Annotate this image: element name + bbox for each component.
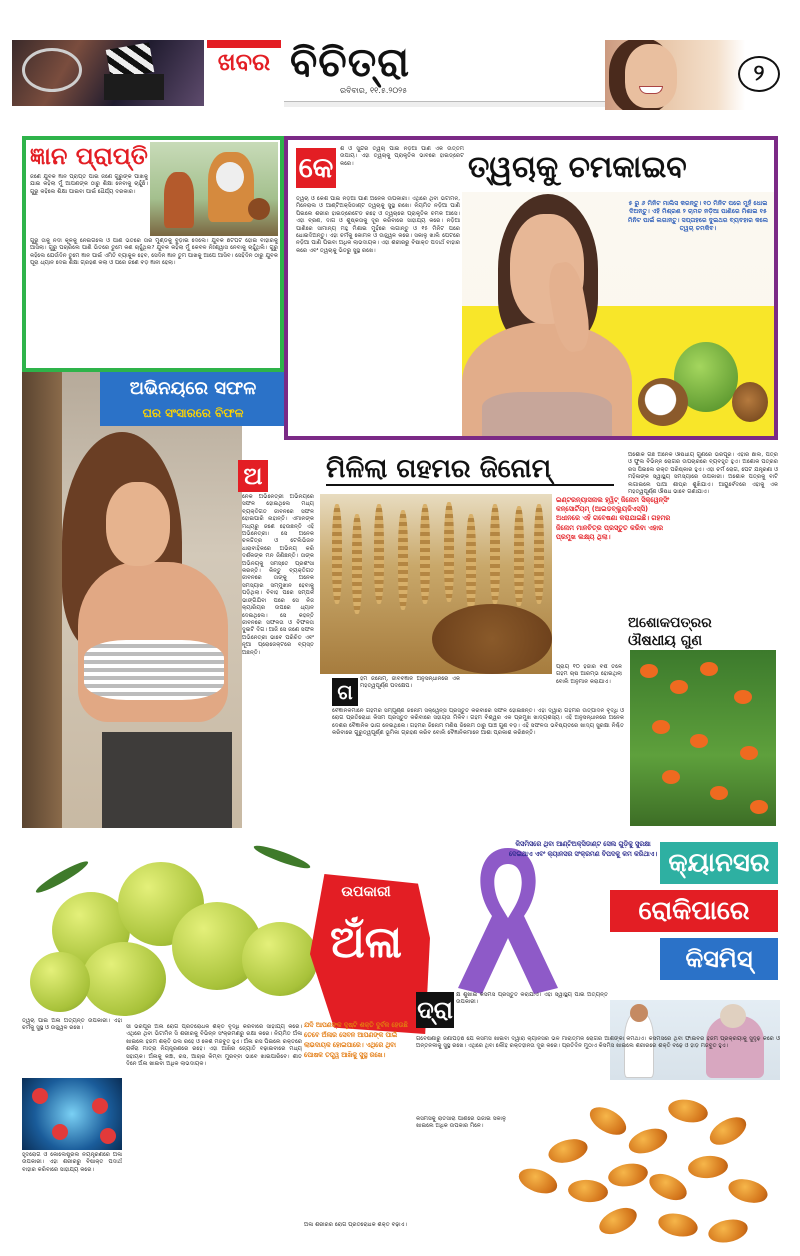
twacha-dropcap: କେ bbox=[296, 148, 336, 188]
twacha-tip-blurb: ୫ ରୁ ୬ ମିନିଟ ମାଲିସ କରନ୍ତୁ। ୧୦ ମିନିଟ ପରେ ମୁହଁ ଧୋଇ ଦିଅନ୍ତୁ। ଏହି ମିଶ୍ରଣ ୨ ଚାମଚ ନଡ଼ିଆ ପାଣିରେ ମିଶାଇ ୧୫ ମିନିଟ ପାଇଁ ଲଗାନ୍ତୁ। ସପ୍ତାହରେ ଦୁଇଥର ବ୍ୟବହାର କଲେ ତ୍ୱଚା ଚମକିବ। bbox=[627, 200, 769, 233]
raisin-headline-line-1: କ୍ୟାନସର bbox=[660, 842, 778, 884]
raisin-cancer-blurb: କିସମିସରେ ଥିବା ଆଣ୍ଟିଅକ୍ସିଡାଣ୍ଟ ସେଲ ଗୁଡ଼ିକୁ ସୁରକ୍ଷା ଦେଇଥାଏ ଏବଂ କ୍ୟାନସର ସଂକ୍ରମଣ ବିପଦକୁ କମ କରିଥାଏ। bbox=[508, 840, 658, 858]
brand-logo-box[interactable] bbox=[207, 40, 281, 76]
abhinaya-headline: ଅଭିନୟରେ ସଫଳ bbox=[129, 378, 257, 399]
brand-logo: ଖବର bbox=[217, 47, 271, 76]
ashoka-tree-photo bbox=[630, 650, 776, 826]
wheat-genome-side: ପ୍ରାୟ ୧୦ ହଜାର ବର୍ଷ ତଳେ ଗହମ ଚାଷ ଆରମ୍ଭ ହୋଇଥିଲା ବୋଲି ଅନୁମାନ କରାଯାଏ। bbox=[556, 664, 622, 685]
wheat-genome-blurb: ଇଣ୍ଟରନ୍ୟାସନାଲ ହ୍ୱିଟ୍ ଜିନୋମ ସିକ୍ୱେନ୍ସିଂ କନ୍ସୋର୍ଟିୟମ୍ (ଆଇଡବ୍ଲ୍ୟୁଜିଏସ୍ସି) ଅଧୀନରେ ଏହି ଗବେଷଣା କରାଯାଇଛି। ଗହମର ଜିନୋମ ମାନଚିତ୍ର ପ୍ରସ୍ତୁତ କରିବା ଏହାର ପ୍ରମୁଖ ଲକ୍ଷ୍ୟ ଥିଲା। bbox=[556, 496, 671, 541]
header-divider bbox=[284, 101, 610, 107]
raisin-dropcap: ଦ୍ରା bbox=[416, 992, 454, 1028]
raisin-body: ଗବେଷଣାରୁ ଜଣାପଡ଼ିଛି ଯେ କିସମିସ ଖାଇବା ଦ୍ୱାରା କ୍ୟାନସର ଭଳି ମାରାତ୍ମକ ରୋଗର ଆଶଙ୍କା କମିଥାଏ। କିସମିସରେ ଥିବା ଫାଇବର ହଜମ ପ୍ରକ୍ରିୟାକୁ ସୁଦୃଢ଼ କରେ ଓ ଅନ୍ତନଳୀକୁ ସୁସ୍ଥ ରଖେ। ଏଥିରେ ଥିବା ଲୌହ ରକ୍ତହୀନତା ଦୂର କରେ। ପ୍ରତିଦିନ ମୁଠାଏ କିସମିସ ଖାଇଲେ ଶରୀରରେ ଶକ୍ତି ବଢ଼େ ଓ ହାଡ଼ ମଜବୁତ ହୁଏ। bbox=[416, 1036, 780, 1050]
amla-headline: ଅଁଳା bbox=[329, 917, 403, 968]
gyan-prapti-body: ଗୁରୁ ତାକୁ ନଦୀ କୂଳକୁ ନେଇଗଲେ ଓ ପାଣି ଭିତରେ ତାର ମୁଣ୍ଡକୁ ବୁଡ଼ାଇ ଦେଲେ। ଯୁବକ ଛଟପଟ ହୋଇ ବାହାରକୁ ଆସିଲା। ଗୁରୁ ପଚାରିଲେ ପାଣି ଭିତରେ ତୁମେ କଣ ଚାହୁଁଥିଲ? ଯୁବକ କହିଲା ମୁଁ କେବଳ ନିଃଶ୍ୱାସ ନେବାକୁ ଚାହୁଁଥିଲି। ଗୁରୁ କହିଲେ ଯେଉଁଦିନ ତୁମେ ଜ୍ଞାନ ପାଇଁ ଏମିତି ବ୍ୟାକୁଳ ହେବ, ସେଦିନ ଜ୍ଞାନ ତୁମ ପାଖକୁ ଆପେ ଆସିବ। ସେହିଦିନ ଠାରୁ ଯୁବକ ପୂରା ଧ୍ୟାନ ଦେଇ ଶିକ୍ଷା ଗ୍ରହଣ କଲା ଓ ପରେ ଜଣେ ବଡ଼ ଜ୍ଞାନୀ ହେଲା। bbox=[30, 238, 278, 267]
amla-subheadline: ଉପକାରୀ bbox=[341, 884, 391, 900]
raisins-photo bbox=[508, 1080, 780, 1256]
raisin-side-text: କିସମିସକୁ ରାତିସାରା ପାଣିରେ ଭିଜାଇ ସକାଳୁ ଖାଇଲେ ଅଧିକ ଉପକାର ମିଳେ। bbox=[416, 1116, 506, 1130]
wheat-genome-headline: ମିଳିଲା ଗହମର ଜିନୋମ୍ bbox=[326, 452, 614, 486]
header-film-image bbox=[12, 40, 204, 106]
header-celebrity-image bbox=[605, 40, 745, 110]
wheat-genome-dropcap: ଗ bbox=[332, 678, 358, 706]
twacha-headline: ତ୍ୱଚାକୁ ଚମକାଇବ bbox=[468, 150, 687, 185]
wheat-genome-intro: ହମ ଜିନୋମ୍, ଜୀବବିଜ୍ଞାନ ଅନୁସନ୍ଧାନରେ ଏକ ମହତ୍ୱପୂର୍ଣ୍ଣ ପଦକ୍ଷେପ। bbox=[360, 676, 460, 690]
amla-intro: ତ୍ୱଚା ପାଇଁ ଅଁଳା ଅତ୍ୟନ୍ତ ଉପକାରୀ। ଏହା ଚର୍ମକୁ ସୁସ୍ଥ ଓ ଉଜ୍ଜ୍ୱଳ ରଖେ। bbox=[22, 1018, 122, 1032]
abhinaya-subheadline: ଘର ସଂସାରରେ ବିଫଳ bbox=[142, 406, 244, 420]
immunity-illustration bbox=[22, 1078, 122, 1150]
abhinaya-dropcap: ଅ bbox=[238, 460, 268, 492]
actress-photo bbox=[22, 372, 242, 828]
ashoka-headline-2: ଔଷଧୀୟ ଗୁଣ bbox=[628, 633, 703, 649]
wheat-genome-body: ବୈଜ୍ଞାନିକମାନେ ଗହମର ସମ୍ପୂର୍ଣ୍ଣ ଜିନୋମ ସିକ୍ୱେନ୍ସ ପ୍ରସ୍ତୁତ କରିବାରେ ସଫଳ ହୋଇଛନ୍ତି। ଏହା ଦ୍ୱାରା ଗହମର ଉତ୍ପାଦନ ବୃଦ୍ଧି ଓ ରୋଗ ପ୍ରତିରୋଧୀ କିସମ ପ୍ରସ୍ତୁତ କରିବାରେ ସହାୟତା ମିଳିବ। ଗହମ ବିଶ୍ୱର ଏକ ପ୍ରମୁଖ ଖାଦ୍ୟଶସ୍ୟ। ଏହି ଅନୁସନ୍ଧାନରେ ଅନେକ ଦେଶର ବୈଜ୍ଞାନିକ ଭାଗ ନେଇଥିଲେ। ଗହମର ଜିନୋମ ମଣିଷ ଜିନୋମ ଠାରୁ ପାଞ୍ଚ ଗୁଣ ବଡ଼। ଏହି ସଫଳତା ଭବିଷ୍ୟତରେ ଖାଦ୍ୟ ସୁରକ୍ଷା ନିଶ୍ଚିତ କରିବାରେ ଗୁରୁତ୍ୱପୂର୍ଣ୍ଣ ଭୂମିକା ଗ୍ରହଣ କରିବ ବୋଲି ବୈଜ୍ଞାନିକମାନେ ଆଶା ପ୍ରକାଶ କରିଛନ୍ତି। bbox=[332, 708, 624, 737]
abhinaya-body: ନେକ ଅଭିନେତ୍ରୀ ଅଭିନୟରେ ସଫଳ ହୋଇଥିଲେ ମଧ୍ୟ ବ୍ୟକ୍ତିଗତ ଜୀବନରେ ସଫଳ ହୋଇପାରି ନାହାନ୍ତି। ଏମାନଙ୍କ ମଧ୍ୟରୁ ଜଣେ ହେଉଛନ୍ତି ଏହି ଅଭିନେତ୍ରୀ। ସେ ଅନେକ ଚଳଚ୍ଚିତ୍ର ଓ ଟେଲିଭିଜନ ଧାରାବାହିକରେ ଅଭିନୟ କରି ଦର୍ଶକଙ୍କ ମନ ଜିଣିଛନ୍ତି। ତାଙ୍କ ଅଭିନୟକୁ ସମସ୍ତେ ପ୍ରଶଂସା କରନ୍ତି। କିନ୍ତୁ ବ୍ୟକ୍ତିଗତ ଜୀବନରେ ତାଙ୍କୁ ଅନେକ ସମସ୍ୟାର ସମ୍ମୁଖୀନ ହେବାକୁ ପଡ଼ିଥିଲା। ବିବାହ ପରେ ସମ୍ପର୍କ ଭାଙ୍ଗିଯିବା ପରେ ସେ ନିଜ କ୍ୟାରିୟର ଉପରେ ଧ୍ୟାନ ଦେଇଥିଲେ। ସେ କହନ୍ତି ଜୀବନରେ ସଫଳତା ଓ ବିଫଳତା ଦୁଇଟି ଦିଗ। ଆଜି ସେ ଜଣେ ସଫଳ ଅଭିନେତ୍ରୀ ଭାବେ ପରିଚିତ ଏବଂ ନୂଆ ପ୍ରୋଜେକ୍ଟରେ ବ୍ୟସ୍ତ ଅଛନ୍ତି। bbox=[242, 494, 314, 656]
twacha-intro: ଶ ଓ ସୁନ୍ଦର ତ୍ୱଚା ପାଇଁ ନଡ଼ିଆ ପାଣି ଏକ ଉତ୍ତମ ଉପାୟ। ଏହା ତ୍ୱଚାକୁ ପ୍ରାକୃତିକ ଭାବରେ ହାଇଡ୍ରେଟ କରେ। bbox=[340, 146, 464, 167]
raisin-headline-line-3: କିସମିସ୍ bbox=[660, 938, 778, 980]
issue-date: ରବିବାର, ୧୧.୫.୨୦୨୫ bbox=[340, 86, 408, 95]
amla-highlight-blurb: ଯଦି ଆପଣଙ୍କ ଦୃଷ୍ଟି ଶକ୍ତି ଦୁର୍ବଳ ହେଉଛି ତେବେ ଅଁଳାର ସେବନ ଆପଣଙ୍କ ପାଇଁ ଲାଭଦାୟକ ହୋଇପାରେ। ଏଥିରେ ଥିବା ପୋଷକ ତତ୍ତ୍ୱ ଆଖିକୁ ସୁସ୍ଥ ରଖେ। bbox=[304, 1021, 408, 1059]
amla-footer-text: ଅଁଳା ଶରୀରର ରୋଗ ପ୍ରତିରୋଧକ ଶକ୍ତି ବଢ଼ାଏ। bbox=[304, 1222, 407, 1228]
gyan-prapti-title: ଜ୍ଞାନ ପ୍ରାପ୍ତି bbox=[30, 142, 148, 170]
guru-illustration bbox=[150, 142, 278, 236]
gyan-prapti-intro: ଜଣେ ଯୁବକ ଜ୍ଞାନ ପ୍ରାପ୍ତି ପାଇଁ ଜଣେ ଗୁରୁଙ୍କ ପାଖକୁ ଯାଇ କହିଲା ମୁଁ ଆପଣଙ୍କ ଠାରୁ ଶିକ୍ଷା ନେବାକୁ ଚାହୁଁଛି। ଗୁରୁ କହିଲେ ଶିକ୍ଷା ପାଇବା ପାଇଁ ଧୈର୍ଯ୍ୟ ଦରକାର। bbox=[30, 174, 148, 195]
amla-side-text: ହୃଦରୋଗ ଓ କୋଲେଷ୍ଟ୍ରଲ ନିୟନ୍ତ୍ରଣରେ ଅଁଳା ଉପକାରୀ। ଏହା ଶରୀରରୁ ବିଷାକ୍ତ ପଦାର୍ଥ ବାହାର କରିବାରେ ସାହାଯ୍ୟ କରେ। bbox=[22, 1152, 122, 1173]
raisin-intro: କ୍ଷ ଶୁଖାଇ କିସମିସ ପ୍ରସ୍ତୁତ କରାଯାଏ। ଏହା ସ୍ୱାସ୍ଥ୍ୟ ପାଇଁ ଅତ୍ୟନ୍ତ ଉପକାରୀ। bbox=[456, 992, 608, 1006]
ashoka-body: ଅଶୋକ ଗଛ ଅନେକ ଔଷଧୀୟ ଗୁଣରେ ଭରପୂର। ଏହାର ଛାଲି, ପତ୍ର ଓ ଫୁଲ ବିଭିନ୍ନ ରୋଗର ଉପଚାରରେ ବ୍ୟବହୃତ ହୁଏ। ଅଶୋକ ପତ୍ରର ରସ ପିଇଲେ ରକ୍ତ ପରିଷ୍କାର ହୁଏ। ଏହା ଚର୍ମ ରୋଗ, ପେଟ ଯନ୍ତ୍ରଣା ଓ ମହିଳାଙ୍କ ସ୍ୱାସ୍ଥ୍ୟ ସମସ୍ୟାରେ ଉପକାରୀ। ଅଶୋକ ପତ୍ରକୁ ବାଟି ଲଗାଇଲେ ଘାଆ ଶୀଘ୍ର ଶୁଖିଯାଏ। ଆୟୁର୍ବେଦରେ ଏହାକୁ ଏକ ମହତ୍ୱପୂର୍ଣ୍ଣ ଔଷଧ ଭାବେ ଗଣାଯାଏ। bbox=[628, 452, 778, 496]
twacha-body: ତ୍ୱଚା ଓ କେଶ ପାଇଁ ନଡ଼ିଆ ପାଣି ଅନେକ ଉପକାରୀ। ଏଥିରେ ଥିବା ଭିଟାମିନ, ମିନେରାଲ ଓ ଆଣ୍ଟିଅକ୍ସିଡାଣ୍ଟ ତ୍ୱଚାକୁ ସୁସ୍ଥ ରଖେ। ନିୟମିତ ନଡ଼ିଆ ପାଣି ପିଇଲେ ଶରୀର ହାଇଡ୍ରେଟେଡ ରହେ ଓ ତ୍ୱଚାରେ ପ୍ରାକୃତିକ ଚମକ ଆସେ। ଏହା ବ୍ରଣ, ଦାଗ ଓ ଶୁଷ୍କତାକୁ ଦୂର କରିବାରେ ସାହାଯ୍ୟ କରେ। ନଡ଼ିଆ ପାଣିରେ ସାମାନ୍ୟ ମହୁ ମିଶାଇ ମୁହଁରେ ଲଗାନ୍ତୁ ଓ ୧୫ ମିନିଟ ପରେ ଧୋଇଦିଅନ୍ତୁ। ଏହା ଚର୍ମକୁ କୋମଳ ଓ ଉଜ୍ଜ୍ୱଳ କରେ। ସକାଳୁ ଖାଲି ପେଟରେ ନଡ଼ିଆ ପାଣି ପିଇବା ଅଧିକ ଲାଭଦାୟକ। ଏହା ଶରୀରରୁ ବିଷାକ୍ତ ପଦାର୍ଥ ବାହାର କରେ ଏବଂ ତ୍ୱଚାକୁ ଭିତରୁ ସୁସ୍ଥ ରଖେ। bbox=[296, 196, 460, 254]
page-number: ୨ bbox=[738, 56, 780, 92]
section-title: ବିଚିତ୍ରା bbox=[290, 40, 411, 86]
raisin-headline-line-2: ରୋକିପାରେ bbox=[610, 890, 778, 932]
ashoka-headline-1: ଅଶୋକପତ୍ରର bbox=[628, 615, 712, 631]
wheat-field-photo bbox=[320, 494, 552, 674]
amla-body: ସୀ ଭରପୂର ଅଁଳା ରୋଗ ପ୍ରତିରୋଧକ ଶକ୍ତି ବୃଦ୍ଧି କରିବାରେ ସାହାଯ୍ୟ କରେ। ଏଥିରେ ଥିବା ଭିଟାମିନ ସି ଶରୀରକୁ ବିଭିନ୍ନ ସଂକ୍ରମଣରୁ ରକ୍ଷା କରେ। ନିୟମିତ ଅଁଳା ଖାଇଲେ ହଜମ ଶକ୍ତି ଭଲ ରହେ ଓ କେଶ ମଜବୁତ ହୁଏ। ଅଁଳା ରସ ପିଇଲେ ରକ୍ତରେ ଶର୍କରା ମାତ୍ରା ନିୟନ୍ତ୍ରଣରେ ରହେ। ଏହା ଆଖିର ଜ୍ୟୋତି ବଢ଼ାଇବାରେ ମଧ୍ୟ ସହାୟକ। ଅଁଳାକୁ କଞ୍ଚା, ରସ, ଆଚାର କିମ୍ବା ମୁରବ୍ବା ଭାବେ ଖାଇପାରିବେ। ଶୀତ ଦିନେ ଅଁଳା ଖାଇବା ଅଧିକ ଲାଭଦାୟକ। bbox=[126, 1024, 302, 1068]
